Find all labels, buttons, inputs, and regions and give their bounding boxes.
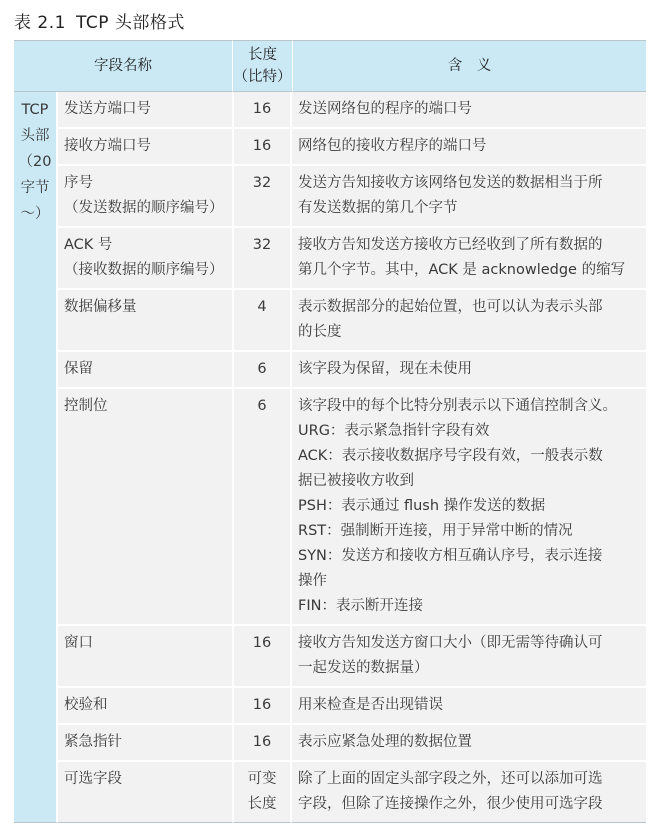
description-cell bbox=[292, 688, 646, 725]
description-cell-line: 发送方告知接收方该网络包发送的数据相当于所 bbox=[298, 175, 603, 191]
table-row bbox=[14, 166, 646, 228]
field-name-cell-line: 发送方端口号 bbox=[64, 101, 151, 117]
length-cell-line: 6 bbox=[257, 398, 267, 414]
description-cell-line: 一起发送的数据量） bbox=[298, 660, 429, 676]
length-cell bbox=[232, 92, 292, 129]
description-cell-line: 的长度 bbox=[298, 324, 342, 340]
table-row bbox=[14, 626, 646, 688]
table-row bbox=[14, 762, 646, 823]
table-number: 表 2.1 bbox=[14, 13, 66, 33]
field-name-cell bbox=[58, 290, 232, 352]
field-name-cell bbox=[58, 129, 232, 166]
field-name-cell bbox=[58, 688, 232, 725]
tcp-header-table bbox=[14, 40, 646, 823]
length-cell-line: 16 bbox=[252, 635, 272, 651]
description-cell-line: 该字段为保留，现在未使用 bbox=[298, 361, 472, 377]
length-cell bbox=[232, 228, 292, 290]
description-cell-line: 字段，但除了连接操作之外，很少使用可选字段 bbox=[298, 796, 603, 812]
length-cell-line: 16 bbox=[252, 101, 272, 117]
description-cell-line: 网络包的接收方程序的端口号 bbox=[298, 138, 487, 154]
length-cell bbox=[232, 166, 292, 228]
description-cell bbox=[292, 352, 646, 389]
description-cell-line: 接收方告知发送方窗口大小（即无需等待确认可 bbox=[298, 635, 603, 651]
description-cell-line: URG：表示紧急指针字段有效 bbox=[298, 423, 490, 439]
description-cell-line: SYN：发送方和接收方相互确认序号，表示连接 bbox=[298, 548, 603, 564]
field-name-cell bbox=[58, 352, 232, 389]
table-title: TCP 头部格式 bbox=[75, 13, 185, 33]
table-row bbox=[14, 228, 646, 290]
field-name-cell bbox=[58, 228, 232, 290]
field-name-cell bbox=[58, 626, 232, 688]
header-length-line2: （比特） bbox=[233, 69, 292, 85]
description-cell bbox=[292, 290, 646, 352]
description-cell-line: 第几个字节。其中，ACK 是 acknowledge 的缩写 bbox=[298, 262, 626, 278]
field-name-cell-line: （发送数据的顺序编号） bbox=[64, 200, 224, 216]
header-length bbox=[232, 40, 292, 92]
description-cell-line: 表示数据部分的起始位置，也可以认为表示头部 bbox=[298, 299, 603, 315]
description-cell bbox=[292, 762, 646, 823]
header-meaning: 含 义 bbox=[292, 40, 646, 92]
description-cell-line: 用来检查是否出现错误 bbox=[298, 697, 443, 713]
tcp-header-group-label bbox=[14, 92, 58, 823]
length-cell bbox=[232, 290, 292, 352]
tcp-header-group-label-line: 字节 bbox=[20, 180, 50, 196]
table-row bbox=[14, 725, 646, 762]
length-cell bbox=[232, 389, 292, 626]
field-name-cell bbox=[58, 166, 232, 228]
header-row bbox=[14, 40, 646, 92]
field-name-cell-line: （接收数据的顺序编号） bbox=[64, 262, 224, 278]
description-cell-line: ACK：表示接收数据序号字段有效，一般表示数 bbox=[298, 448, 603, 464]
tcp-header-group-label-line: 头部 bbox=[20, 128, 50, 144]
table-row bbox=[14, 290, 646, 352]
field-name-cell-line: 紧急指针 bbox=[64, 734, 122, 750]
description-cell bbox=[292, 228, 646, 290]
table-row bbox=[14, 688, 646, 725]
length-cell-line: 32 bbox=[252, 175, 272, 191]
description-cell-line: 发送网络包的程序的端口号 bbox=[298, 101, 472, 117]
field-name-cell-line: 保留 bbox=[64, 361, 93, 377]
length-cell bbox=[232, 762, 292, 823]
tcp-header-group-label-line: ～） bbox=[20, 206, 50, 222]
description-cell-line: PSH：表示通过 flush 操作发送的数据 bbox=[298, 498, 546, 514]
length-cell-line: 6 bbox=[257, 361, 267, 377]
length-cell bbox=[232, 129, 292, 166]
length-cell bbox=[232, 725, 292, 762]
table-row bbox=[14, 352, 646, 389]
field-name-cell-line: 数据偏移量 bbox=[64, 299, 137, 315]
description-cell bbox=[292, 92, 646, 129]
length-cell-line: 16 bbox=[252, 138, 272, 154]
field-name-cell bbox=[58, 389, 232, 626]
description-cell bbox=[292, 166, 646, 228]
table-caption bbox=[14, 8, 185, 33]
length-cell-line: 32 bbox=[252, 237, 272, 253]
length-cell-line: 可变 bbox=[247, 771, 277, 787]
field-name-cell bbox=[58, 725, 232, 762]
table-row bbox=[14, 129, 646, 166]
field-name-cell-line: ACK 号 bbox=[64, 237, 113, 253]
description-cell bbox=[292, 129, 646, 166]
field-name-cell bbox=[58, 92, 232, 129]
tcp-header-group-label-line: TCP bbox=[21, 102, 49, 118]
description-cell-line: 有发送数据的第几个字节 bbox=[298, 200, 458, 216]
description-cell-line: 表示应紧急处理的数据位置 bbox=[298, 734, 472, 750]
description-cell bbox=[292, 725, 646, 762]
table-row bbox=[14, 389, 646, 626]
field-name-cell-line: 窗口 bbox=[64, 635, 93, 651]
length-cell-line: 4 bbox=[257, 299, 267, 315]
tcp-header-group-label-line: （20 bbox=[18, 154, 52, 170]
length-cell bbox=[232, 688, 292, 725]
description-cell-line: FIN：表示断开连接 bbox=[298, 598, 423, 614]
description-cell-line: 操作 bbox=[298, 573, 327, 589]
description-cell-line: 该字段中的每个比特分别表示以下通信控制含义。 bbox=[298, 398, 617, 414]
header-field-name: 字段名称 bbox=[14, 40, 232, 92]
description-cell-line: 据已被接收方收到 bbox=[298, 473, 414, 489]
field-name-cell-line: 序号 bbox=[64, 175, 93, 191]
description-cell bbox=[292, 389, 646, 626]
description-cell-line: 接收方告知发送方接收方已经收到了所有数据的 bbox=[298, 237, 603, 253]
field-name-cell-line: 校验和 bbox=[64, 697, 108, 713]
table-row bbox=[14, 92, 646, 129]
header-length-line1: 长度 bbox=[248, 47, 277, 63]
length-cell bbox=[232, 352, 292, 389]
description-cell-line: 除了上面的固定头部字段之外，还可以添加可选 bbox=[298, 771, 603, 787]
table-body bbox=[14, 92, 646, 823]
length-cell-line: 长度 bbox=[247, 796, 277, 812]
description-cell-line: RST：强制断开连接，用于异常中断的情况 bbox=[298, 523, 573, 539]
length-cell bbox=[232, 626, 292, 688]
field-name-cell-line: 接收方端口号 bbox=[64, 138, 151, 154]
field-name-cell bbox=[58, 762, 232, 823]
description-cell bbox=[292, 626, 646, 688]
field-name-cell-line: 可选字段 bbox=[64, 771, 122, 787]
length-cell-line: 16 bbox=[252, 734, 272, 750]
length-cell-line: 16 bbox=[252, 697, 272, 713]
field-name-cell-line: 控制位 bbox=[64, 398, 108, 414]
